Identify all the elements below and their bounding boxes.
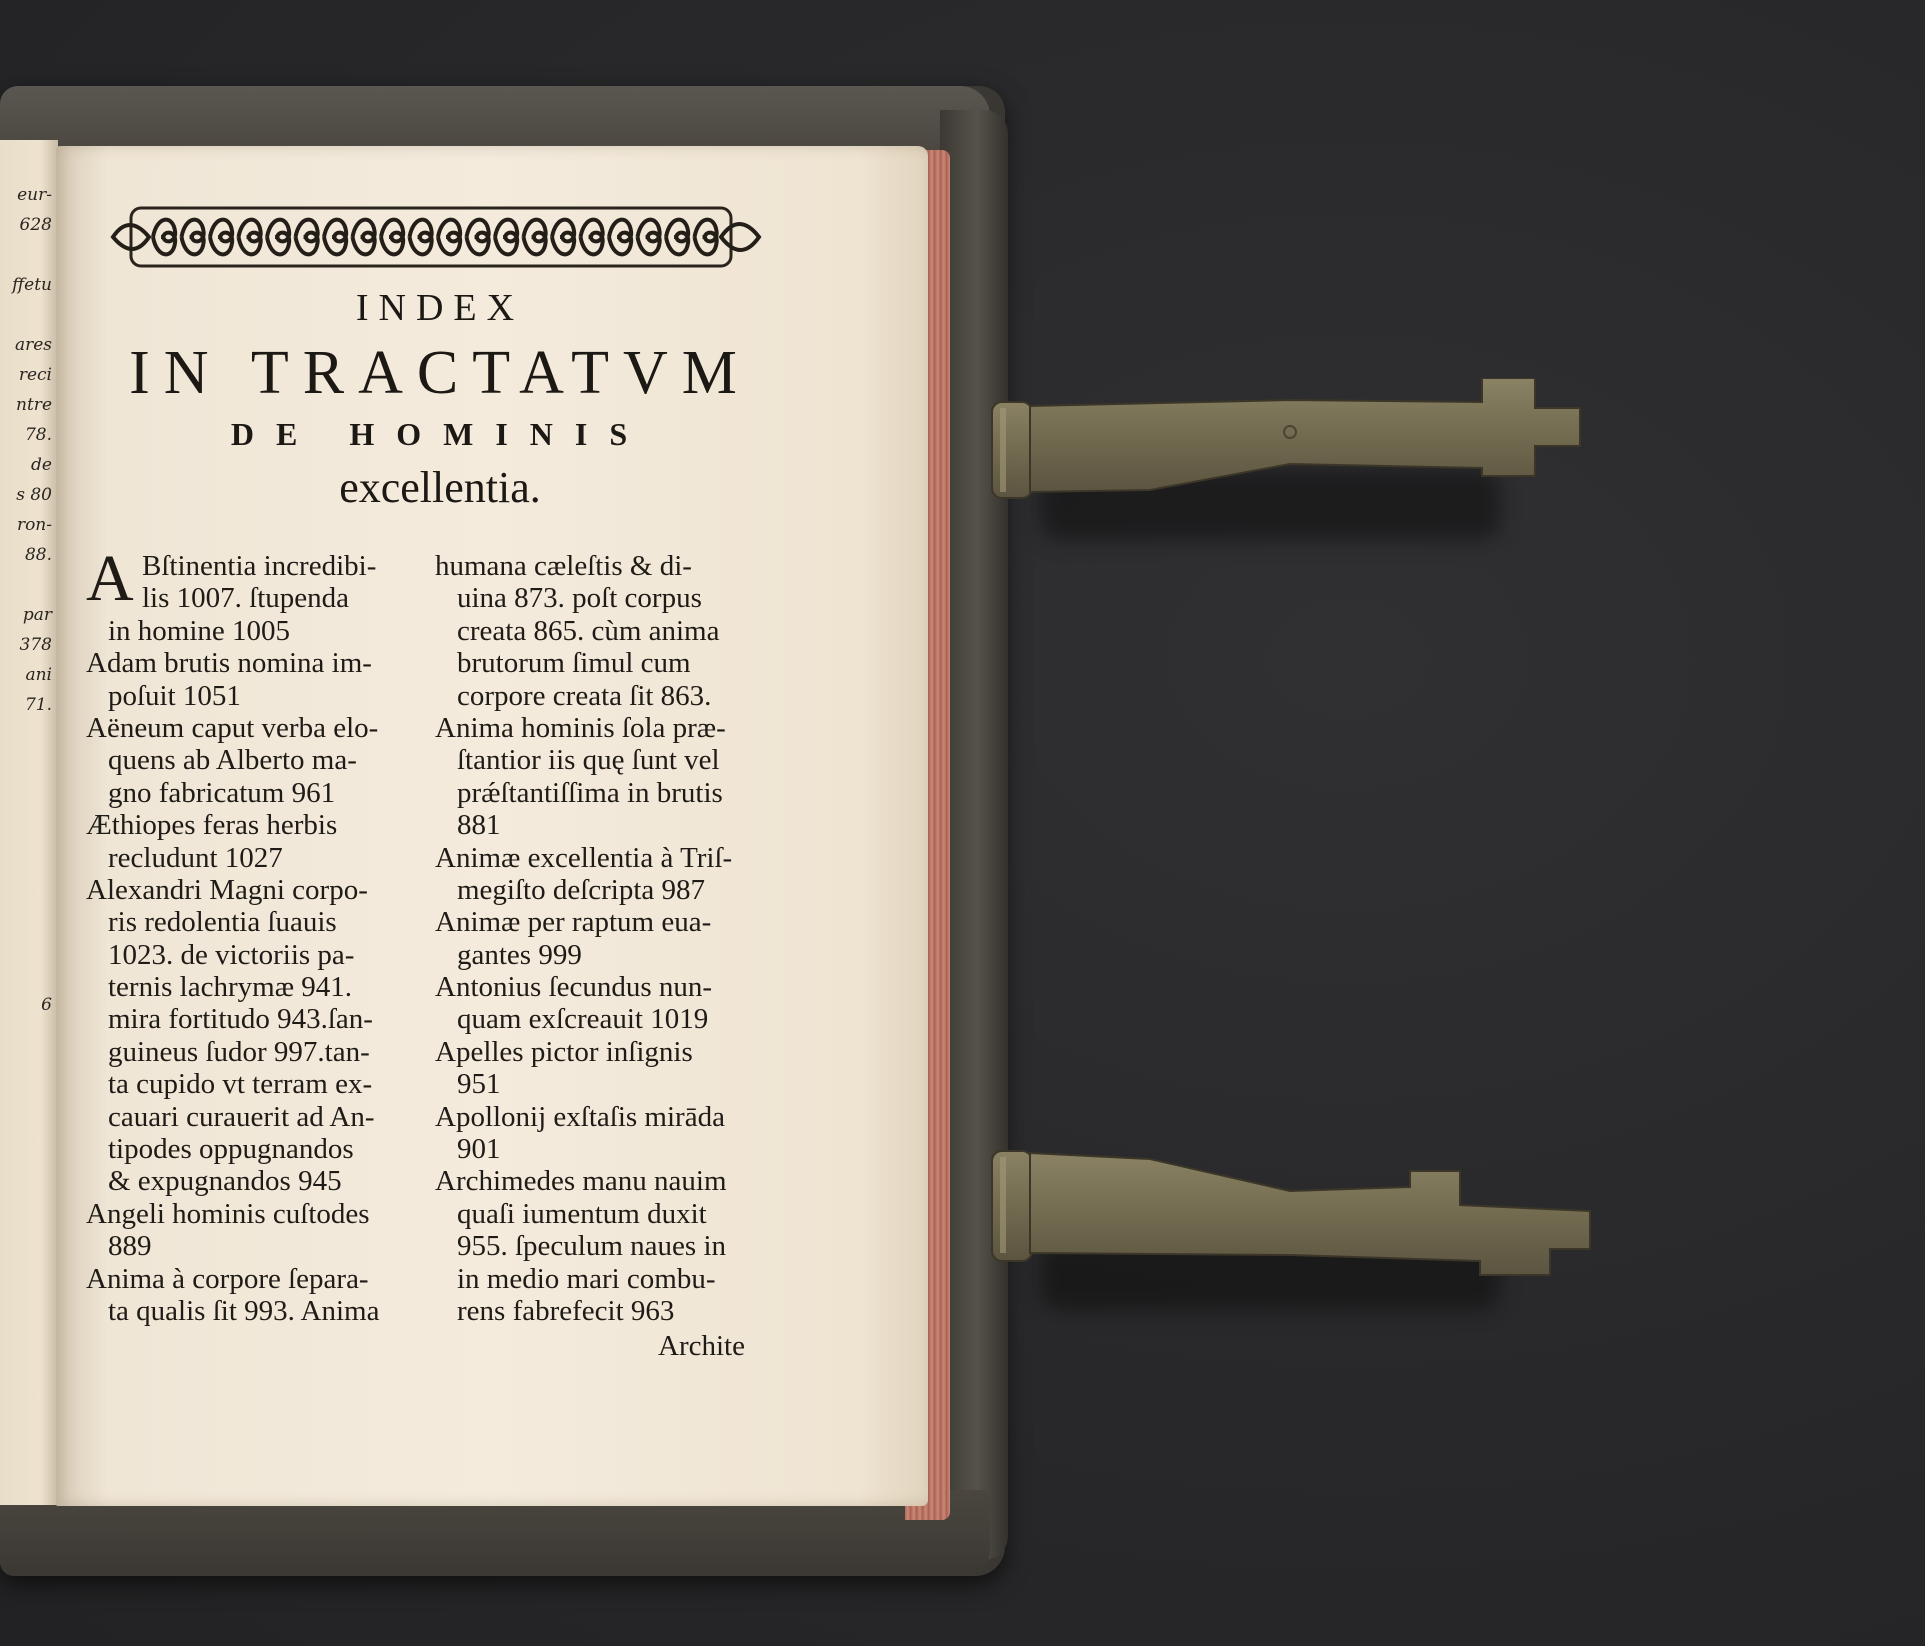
index-entry-line: tipodes oppugnandos xyxy=(108,1133,354,1166)
index-entry-line: 1023. de victoriis pa- xyxy=(108,938,355,971)
fleuron-loop xyxy=(695,233,717,255)
drop-capital: A xyxy=(86,542,134,615)
margin-fragment xyxy=(0,570,58,600)
index-entry xyxy=(86,809,421,874)
margin-fragment: ffetu xyxy=(12,275,52,295)
index-entry-line: mira fortitudo 943.ſan- xyxy=(108,1003,373,1036)
index-entry-line: Æthiopes feras herbis xyxy=(86,809,338,842)
index-entry xyxy=(435,712,770,842)
index-entry-line: in homine 1005 xyxy=(108,614,291,647)
index-entry-line: ternis lachrymæ 941. xyxy=(108,971,353,1004)
catchword: Archite xyxy=(658,1330,745,1362)
index-entry-line: & expugnandos 945 xyxy=(108,1165,342,1198)
index-entry-line: lis 1007. ſtupenda xyxy=(142,582,350,615)
index-entry-line: Angeli hominis cuſtodes xyxy=(86,1197,370,1230)
margin-fragment: 88. xyxy=(24,545,52,565)
index-entry xyxy=(435,1101,770,1166)
index-entry-line: 955. ſpeculum naues in xyxy=(457,1230,727,1263)
index-column-right xyxy=(435,550,770,1327)
margin-fragment xyxy=(0,720,58,750)
title-in-tractatum: IN TRACTATVM xyxy=(129,339,751,407)
index-entry xyxy=(86,647,421,712)
margin-fragment xyxy=(0,780,58,810)
margin-fragment: s 80 xyxy=(16,485,52,505)
fleuron-loop xyxy=(182,233,204,255)
fleuron-loop xyxy=(524,233,546,255)
index-entry xyxy=(435,550,770,712)
fleuron-loop xyxy=(267,233,289,255)
margin-fragment: ani xyxy=(25,665,52,685)
index-entry xyxy=(435,906,770,971)
index-entry-line: rens fabrefecit 963 xyxy=(457,1294,675,1327)
index-entry-line: humana cæleſtis & di- xyxy=(435,550,692,582)
margin-fragment xyxy=(0,840,58,870)
index-entry-line: cauari curauerit ad An- xyxy=(108,1100,375,1133)
index-entry xyxy=(86,712,421,809)
index-entry-line: quam exſcreauit 1019 xyxy=(457,1003,709,1036)
index-entry-line: corpore creata ſit 863. xyxy=(457,679,712,712)
index-entry-line: Apollonij exſtaſis mirāda xyxy=(435,1100,725,1133)
index-title-block xyxy=(70,280,810,518)
fleuron-loop xyxy=(210,233,232,255)
margin-fragment xyxy=(0,900,58,930)
index-entry-line: Alexandri Magni corpo- xyxy=(86,873,368,906)
brass-clasp-bottom xyxy=(990,1145,1600,1285)
margin-fragment: 78. xyxy=(24,425,52,445)
margin-fragment: 628 xyxy=(19,215,52,235)
fleuron-loop xyxy=(353,233,375,255)
margin-fragment xyxy=(0,810,58,840)
previous-page-margin-text xyxy=(0,180,58,1020)
fleuron-loop xyxy=(410,233,432,255)
fleuron-loop xyxy=(581,233,603,255)
index-entry-line: Anima à corpore ſepara- xyxy=(86,1262,369,1295)
index-entry-line: 951 xyxy=(457,1068,501,1101)
index-entry-line: 901 xyxy=(457,1133,501,1166)
index-entry-line: Bſtinentia incredibi- xyxy=(142,550,377,582)
margin-fragment xyxy=(0,960,58,990)
fleuron-loop xyxy=(324,233,346,255)
margin-fragment: eur- xyxy=(17,185,52,205)
index-entry-line: ſtantior iis quę ſunt vel xyxy=(457,744,720,777)
fleuron-loop xyxy=(467,233,489,255)
index-entry-line: Archimedes manu nauim xyxy=(435,1165,727,1198)
index-entry-line: Animæ excellentia à Triſ- xyxy=(435,841,733,874)
index-entry xyxy=(435,971,770,1036)
index-column-left xyxy=(86,542,421,1327)
margin-fragment xyxy=(0,240,58,270)
title-excellentia: excellentia. xyxy=(339,463,541,512)
margin-fragment: par xyxy=(22,605,52,625)
margin-fragment xyxy=(0,300,58,330)
index-entry-line: guineus ſudor 997.tan- xyxy=(108,1035,370,1068)
index-entry-line: Antonius ſecundus nun- xyxy=(435,971,713,1004)
index-entry-line: Adam brutis nomina im- xyxy=(86,647,372,680)
index-entry-line: gantes 999 xyxy=(457,938,582,971)
index-entry-line: quens ab Alberto ma- xyxy=(108,744,357,777)
index-entry-line: Animæ per raptum eua- xyxy=(435,906,712,939)
index-entry-line: gno fabricatum 961 xyxy=(108,776,336,809)
title-index: INDEX xyxy=(355,287,525,329)
title-de-hominis: DE HOMINIS xyxy=(230,416,650,452)
index-entry xyxy=(86,542,421,647)
index-entry-line: prǽſtantiſſima in brutis xyxy=(457,776,723,809)
margin-fragment: 6 xyxy=(41,995,52,1015)
margin-fragment xyxy=(0,750,58,780)
margin-fragment xyxy=(0,930,58,960)
fleuron-loop xyxy=(638,233,660,255)
index-entry-line: Anima hominis ſola præ- xyxy=(435,711,726,744)
index-entry-line: ta cupido vt terram ex- xyxy=(108,1068,373,1101)
index-entry-line: creata 865. cùm anima xyxy=(457,614,720,647)
margin-fragment: 71. xyxy=(24,695,52,715)
index-entry xyxy=(86,1263,421,1328)
index-entry xyxy=(435,1036,770,1101)
index-entry-line: poſuit 1051 xyxy=(108,679,241,712)
margin-fragment: ntre xyxy=(16,395,52,415)
fleuron-loop xyxy=(438,233,460,255)
margin-fragment xyxy=(0,870,58,900)
index-entry xyxy=(86,1198,421,1263)
index-entry-line: recludunt 1027 xyxy=(108,841,283,874)
margin-fragment: ares xyxy=(14,335,52,355)
index-entry-line: quaſi iumentum duxit xyxy=(457,1197,707,1230)
fleuron-loop xyxy=(609,233,631,255)
index-entry-line: megiſto deſcripta 987 xyxy=(457,873,706,906)
index-entry-line: in medio mari combu- xyxy=(457,1262,716,1295)
index-entry xyxy=(435,1165,770,1327)
fleuron-loop xyxy=(381,233,403,255)
fleuron-loop xyxy=(666,233,688,255)
fleuron-loop xyxy=(239,233,261,255)
fleuron-loop xyxy=(153,233,175,255)
index-entry-line: 881 xyxy=(457,809,501,842)
fleuron-loop xyxy=(552,233,574,255)
index-entry-line: 889 xyxy=(108,1230,152,1263)
index-entry-line: brutorum ſimul cum xyxy=(457,647,691,680)
margin-fragment: 378 xyxy=(19,635,52,655)
index-entry xyxy=(435,842,770,907)
book-fore-edge-cover xyxy=(940,110,1008,1560)
index-entry-line: ris redolentia ſuauis xyxy=(108,906,337,939)
index-entry-line: Apelles pictor inſignis xyxy=(435,1035,693,1068)
index-entry-line: Aëneum caput verba elo- xyxy=(86,711,379,744)
index-entry-line: uina 873. poſt corpus xyxy=(457,582,702,615)
index-entry-line: ta qualis ſit 993. Anima xyxy=(108,1294,380,1327)
index-entry xyxy=(86,874,421,1198)
margin-fragment: de xyxy=(31,455,52,475)
brass-clasp-top xyxy=(990,378,1590,518)
fleuron-loop xyxy=(296,233,318,255)
margin-fragment: ron- xyxy=(16,515,52,535)
fleuron-ornament-band xyxy=(103,200,763,274)
margin-fragment: reci xyxy=(18,365,52,385)
fleuron-loop xyxy=(495,233,517,255)
